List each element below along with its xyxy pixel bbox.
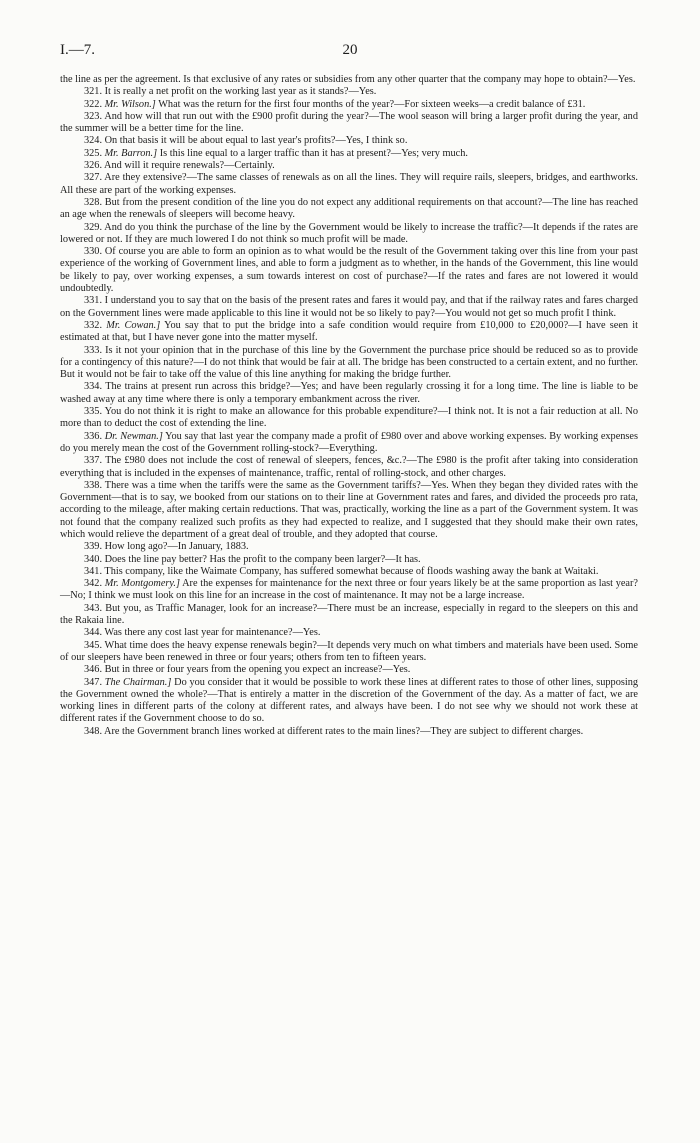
evidence-paragraph [60, 541, 638, 553]
question-number: 331. [84, 295, 105, 307]
evidence-text [60, 74, 638, 738]
evidence-paragraph [60, 455, 638, 480]
question-number: 325. [84, 147, 105, 159]
evidence-paragraph [60, 406, 638, 431]
question-number: 323. [84, 110, 105, 122]
paragraph-text: On that basis it will be about equal to last year's profits?—Yes, I think so. [104, 135, 408, 147]
page-header [60, 42, 640, 62]
evidence-paragraph [60, 246, 638, 295]
paragraph-text: And do you think the purchase of the line by the Government would be likely to increase the traffic?—It depends if the rates are lowered or not. If they are much lowered I do not think so much profit will be made. [60, 221, 638, 245]
paragraph-text: Is this line equal to a larger traffic than it has at present?—Yes; very much. [157, 147, 468, 159]
paragraph-text: But you, as Traffic Manager, look for an increase?—There must be an increase, especially in regard to the sleepers on this and the Rakaia line. [60, 602, 639, 627]
question-number: 348. [84, 725, 105, 737]
paragraph-text: the line as per the agreement. Is that exclusive of any rates or subsidies from any other quarter that the company may hope to obtain?—Yes. [60, 74, 636, 85]
question-number: 340. [84, 553, 105, 565]
evidence-paragraph [60, 566, 638, 578]
evidence-paragraph [60, 99, 638, 111]
question-number: 336. [84, 430, 105, 442]
question-number: 343. [84, 602, 106, 614]
question-number: 341. [84, 565, 105, 577]
question-number: 345. [84, 639, 105, 651]
question-number: 335. [84, 406, 105, 418]
evidence-paragraph [60, 160, 638, 172]
paragraph-text: Is it not your opinion that in the purchase of this line by the Government the purchase price should be reduced so as to provide for a contingency of this nature?—I do not think that would be fair at all. The bridge has been constructed to a certain extent, and no further. But it would not be fair to take off the value of this line anything for making the bridge further. [60, 344, 638, 381]
paragraph-text: But in three or four years from the opening you expect an increase?—Yes. [104, 664, 411, 676]
question-number: 334. [84, 381, 106, 393]
evidence-paragraph [60, 86, 638, 98]
question-number: 347. [84, 676, 105, 688]
question-number: 330. [84, 246, 105, 258]
paragraph-text: You say that to put the bridge into a safe condition would require from £10,000 to £20,000?—I have seen it estimated at that, but I have never gone into the matter myself. [60, 319, 639, 344]
question-number: 346. [84, 664, 105, 676]
question-number: 329. [84, 221, 105, 233]
evidence-paragraph [60, 135, 638, 147]
evidence-paragraph [60, 148, 638, 160]
paragraph-text: How long ago?—In January, 1883. [104, 541, 249, 553]
paragraph-text: What time does the heavy expense renewals begin?—It depends very much on what timbers and materials have been used. Some of our sleepers have been renewed in three or four years; others from ten to fifteen years. [60, 639, 638, 663]
question-number: 338. [84, 479, 105, 491]
evidence-paragraph [60, 627, 638, 639]
question-number: 342. [84, 578, 105, 590]
speaker-name: Dr. Newman.] [104, 430, 163, 442]
evidence-paragraph [60, 578, 638, 603]
evidence-paragraph [60, 431, 638, 456]
paragraph-text: This company, like the Waimate Company, has suffered somewhat because of floods washing away the bank at Waitaki. [104, 565, 599, 577]
evidence-paragraph [60, 197, 638, 222]
question-number: 339. [84, 541, 105, 553]
question-number: 324. [84, 135, 105, 147]
evidence-paragraph [60, 345, 638, 382]
evidence-paragraph [60, 295, 638, 320]
question-number: 327. [84, 172, 105, 184]
speaker-name: Mr. Barron.] [104, 147, 158, 159]
document-reference: I.—7. [60, 42, 95, 58]
question-number: 326. [84, 160, 105, 172]
paragraph-text: Are the expenses for maintenance for the next three or four years likely be at the same proportion as last year?—No; I think we must look on this line for an increase in the cost of maintenance. It may not be a large increase. [60, 578, 638, 602]
paragraph-text: Are they extensive?—The same classes of renewals as on all the lines. They will require rails, sleepers, bridges, and earthworks. All these are part of the working expenses. [60, 172, 639, 196]
paragraph-text: The trains at present run across this bridge?—Yes; and have been regularly crossing it for a long time. The line is liable to be washed away at any time where there is only a temporary embankment across the river. [60, 381, 638, 405]
paragraph-text: It is really a net profit on the working last year as it stands?—Yes. [104, 86, 377, 98]
question-number: 344. [84, 627, 105, 639]
paragraph-text: Does the line pay better? Has the profit to the company been larger?—It has. [104, 553, 421, 565]
question-number: 337. [84, 455, 106, 467]
evidence-paragraph [60, 664, 638, 676]
evidence-paragraph [60, 554, 638, 566]
evidence-paragraph [60, 677, 638, 726]
paragraph-text: You do not think it is right to make an allowance for this probable expenditure?—I think not. It is not a fair reduction at all. No more than to deduct the cost of extending the line. [60, 406, 638, 430]
paragraph-text: I understand you to say that on the basis of the present rates and fares it would pay, and that if the railway rates and fares charged on the Government lines were made applicable to this line it would not be so likely to pay?—You would not get so much profit I think. [60, 295, 639, 319]
paragraph-text: Are the Government branch lines worked at different rates to the main lines?—They are subject to different charges. [104, 725, 584, 737]
question-number: 322. [84, 98, 105, 110]
paragraph-text: You say that last year the company made a profit of £980 over and above working expenses. By working expenses do you merely mean the cost of the Government rolling-stock?—Everything. [60, 430, 639, 454]
question-number: 321. [84, 86, 105, 98]
paragraph-text: What was the return for the first four months of the year?—For sixteen weeks—a credit balance of £31. [155, 98, 586, 110]
paragraph-text: There was a time when the tariffs were the same as the Government tariffs?—Yes. When they began they divided rates with the Government—that is to say, we booked from our stations on to their line at Government rates and fares, and divided the proceeds pro rata, according to the mileage, after making certain reductions. That was, practically, working the line as a part of the Government system. It was not found that the company realized such profits as they had expected to realize, and I suggested that they should make their own rates, which would relieve the department of a great deal of trouble, and they adopted that course. [60, 479, 638, 540]
speaker-name: Mr. Cowan.] [106, 319, 161, 331]
paragraph-text: Was there any cost last year for maintenance?—Yes. [104, 627, 321, 639]
evidence-paragraph [60, 222, 638, 247]
evidence-paragraph [60, 320, 638, 345]
evidence-paragraph [60, 640, 638, 665]
evidence-paragraph [60, 726, 638, 738]
paragraph-text: And will it require renewals?—Certainly. [104, 160, 275, 172]
paragraph-text: But from the present condition of the line you do not expect any additional requirements on that account?—The line has reached an age when the renewals of sleepers will become heavy. [60, 196, 638, 221]
speaker-name: Mr. Montgomery.] [104, 578, 181, 590]
speaker-name: The Chairman.] [104, 676, 172, 688]
paragraph-text: Of course you are able to form an opinion as to what would be the result of the Government taking over this line from your past experience of the working of Government lines, and able to form a judgment as to whether, in the hands of the Government, this line would be likely to pay, over working expenses, a sum towards interest on cost of purchase?—If the rates and fares are not lowered it would undoubtedly. [60, 246, 638, 295]
question-number: 333. [84, 344, 106, 356]
evidence-paragraph [60, 603, 638, 628]
speaker-name: Mr. Wilson.] [104, 98, 156, 110]
evidence-paragraph [60, 172, 638, 197]
evidence-paragraph [60, 480, 638, 541]
question-number: 332. [84, 319, 107, 331]
evidence-paragraph [60, 111, 638, 136]
paragraph-text: And how will that run out with the £900 profit during the year?—The wool season will bring a larger profit during the year, and the summer will be a better time for the line. [60, 110, 638, 135]
page-number: 20 [342, 42, 358, 58]
evidence-paragraph [60, 381, 638, 406]
paragraph-text: Do you consider that it would be possible to work these lines at different rates to those of other lines, supposing the Government owned the whole?—That is entirely a matter in the discretion of the Government of the day. As a matter of fact, we are working lines in different parts of the colony at different rates, and always have been. I do not see why we should not work these at different rates if the Government choose to do so. [60, 676, 639, 725]
paragraph-text: The £980 does not include the cost of renewal of sleepers, fences, &c.?—The £980 is the profit after taking into consideration everything that is included in the expenses of maintenance, traffic, rental of rolling-stock, and other charges. [60, 455, 638, 479]
evidence-paragraph [60, 74, 638, 86]
question-number: 328. [84, 196, 105, 208]
